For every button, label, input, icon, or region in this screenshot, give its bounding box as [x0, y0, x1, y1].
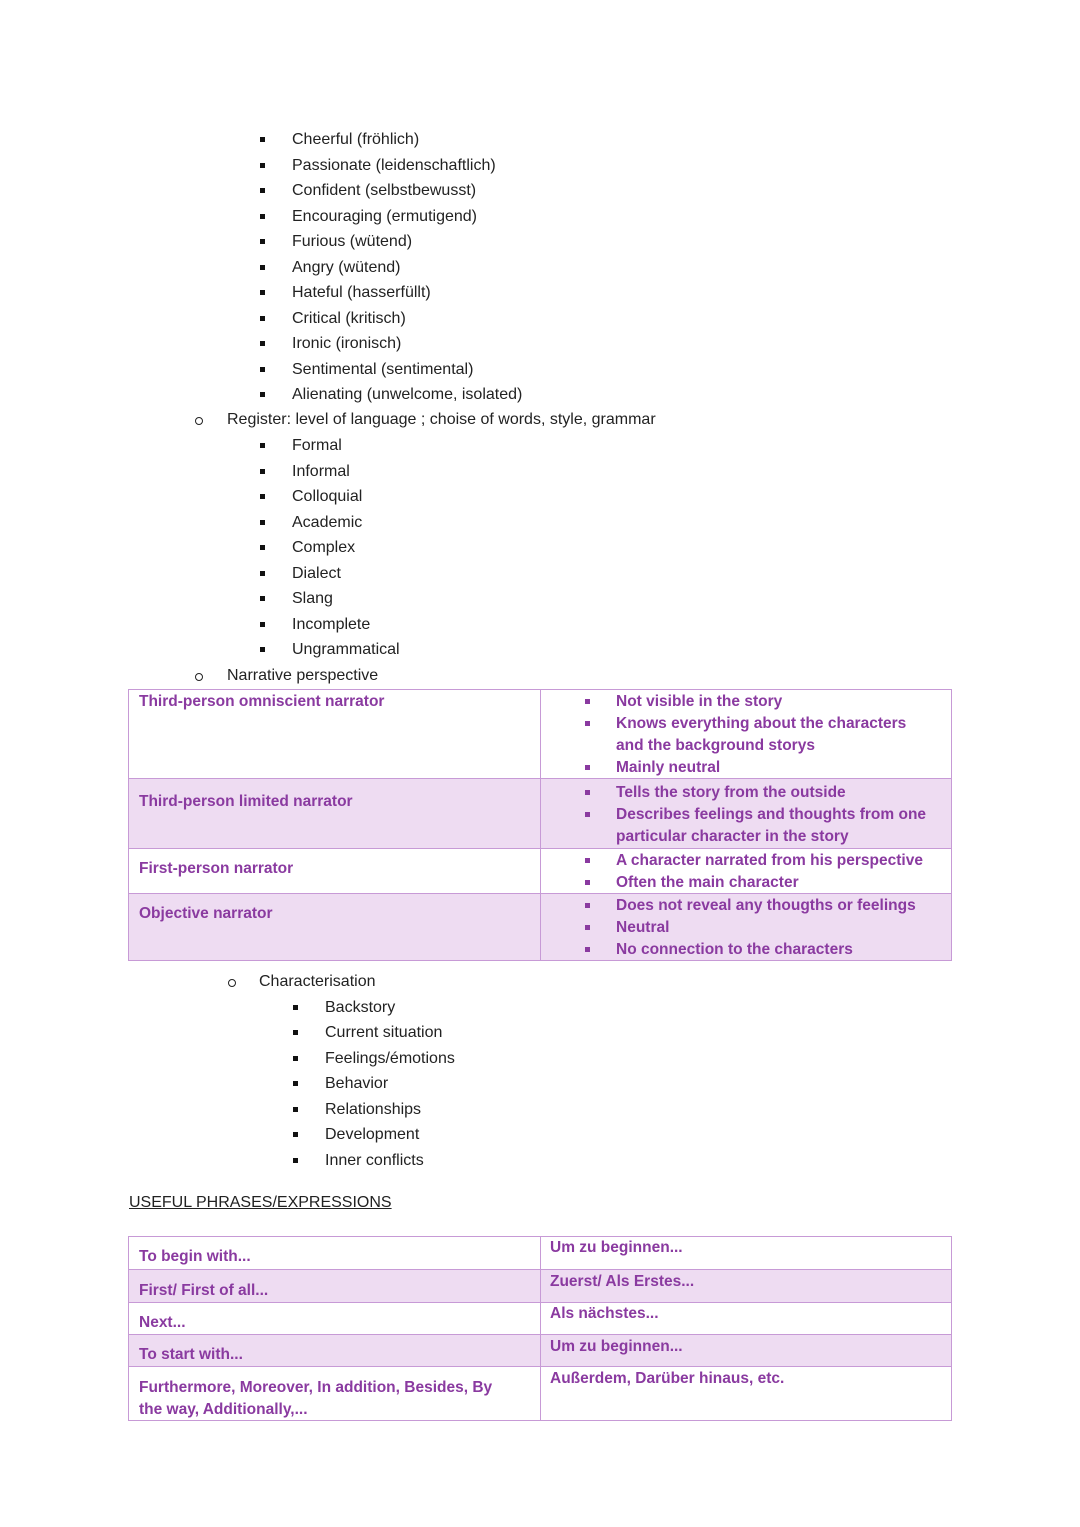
list-item: Incomplete: [292, 616, 371, 633]
narrator-point: and the background storys: [616, 737, 815, 754]
bullet-square-icon: [260, 265, 265, 270]
table-cell: [540, 1302, 952, 1335]
bullet-square-icon: [293, 1030, 298, 1035]
phrase-en: Furthermore, Moreover, In addition, Besides, By: [139, 1379, 493, 1396]
narrator-point: Often the main character: [616, 874, 799, 891]
bullet-square-icon: [260, 545, 265, 550]
narrator-point: Tells the story from the outside: [616, 784, 846, 801]
bullet-square-icon: [585, 765, 590, 770]
list-item: Feelings/émotions: [325, 1050, 455, 1067]
list-item: Angry (wütend): [292, 259, 401, 276]
bullet-square-icon: [260, 647, 265, 652]
phrase-en: To start with...: [139, 1346, 243, 1363]
narrator-term: Third-person omniscient narrator: [139, 693, 385, 710]
bullet-square-icon: [585, 699, 590, 704]
list-item: Passionate (leidenschaftlich): [292, 157, 496, 174]
bullet-square-icon: [293, 1132, 298, 1137]
bullet-square-icon: [585, 812, 590, 817]
narrator-point: A character narrated from his perspective: [616, 852, 923, 869]
list-item: Hateful (hasserfüllt): [292, 284, 431, 301]
list-item: Cheerful (fröhlich): [292, 131, 420, 148]
list-item: Slang: [292, 590, 333, 607]
table-cell: [540, 1269, 952, 1303]
list-item: Encouraging (ermutigend): [292, 208, 477, 225]
table-cell: [128, 1236, 541, 1270]
narrator-point: Neutral: [616, 919, 670, 936]
bullet-square-icon: [260, 137, 265, 142]
list-item: Backstory: [325, 999, 396, 1016]
list-item: Current situation: [325, 1024, 443, 1041]
list-item: Complex: [292, 539, 356, 556]
bullet-square-icon: [260, 469, 265, 474]
bullet-circle-icon: [228, 979, 236, 987]
narrator-point: Mainly neutral: [616, 759, 721, 776]
bullet-square-icon: [260, 571, 265, 576]
bullet-square-icon: [260, 239, 265, 244]
narrator-point: Does not reveal any thougths or feelings: [616, 897, 916, 914]
narrator-point: No connection to the characters: [616, 941, 853, 958]
phrase-de: Als nächstes...: [550, 1305, 659, 1322]
bullet-square-icon: [585, 903, 590, 908]
list-item: Alienating (unwelcome, isolated): [292, 386, 523, 403]
bullet-square-icon: [585, 721, 590, 726]
bullet-square-icon: [585, 790, 590, 795]
bullet-square-icon: [585, 925, 590, 930]
table-cell: [128, 689, 541, 779]
phrase-en: First/ First of all...: [139, 1282, 269, 1299]
bullet-square-icon: [293, 1081, 298, 1086]
table-cell: [540, 1236, 952, 1270]
table-cell: [540, 689, 952, 779]
bullet-square-icon: [260, 494, 265, 499]
table-cell: [540, 1366, 952, 1421]
list-item: Informal: [292, 463, 350, 480]
bullet-square-icon: [293, 1056, 298, 1061]
narrator-point: Knows everything about the characters: [616, 715, 907, 732]
list-item: Development: [325, 1126, 420, 1143]
table-cell: [128, 778, 541, 849]
list-item: Sentimental (sentimental): [292, 361, 474, 378]
bullet-circle-icon: [195, 673, 203, 681]
narrator-term: Third-person limited narrator: [139, 793, 353, 810]
list-item: Critical (kritisch): [292, 310, 406, 327]
narrator-term: Objective narrator: [139, 905, 273, 922]
bullet-square-icon: [260, 316, 265, 321]
narrator-point: Describes feelings and thoughts from one: [616, 806, 927, 823]
bullet-square-icon: [260, 163, 265, 168]
bullet-square-icon: [585, 947, 590, 952]
bullet-square-icon: [293, 1158, 298, 1163]
table-cell: [128, 1334, 541, 1367]
table-cell: [128, 893, 541, 961]
narrator-term: First-person narrator: [139, 860, 294, 877]
table-cell: [128, 1302, 541, 1335]
table-cell: [128, 1366, 541, 1421]
bullet-square-icon: [260, 290, 265, 295]
phrase-en: Next...: [139, 1314, 186, 1331]
phrase-de: Um zu beginnen...: [550, 1338, 683, 1355]
table-cell: [540, 1334, 952, 1367]
bullet-square-icon: [585, 880, 590, 885]
table-cell: [540, 893, 952, 961]
bullet-square-icon: [260, 341, 265, 346]
list-item: Ironic (ironisch): [292, 335, 402, 352]
narrator-point: Not visible in the story: [616, 693, 783, 710]
table-cell: [540, 848, 952, 894]
list-item: Relationships: [325, 1101, 422, 1118]
narrative-heading: Narrative perspective: [227, 667, 379, 684]
phrase-de: Um zu beginnen...: [550, 1239, 683, 1256]
bullet-square-icon: [585, 858, 590, 863]
register-heading: Register: level of language ; choise of words, style, grammar: [227, 411, 656, 428]
bullet-square-icon: [260, 214, 265, 219]
phrase-en: the way, Additionally,...: [139, 1401, 308, 1418]
bullet-square-icon: [293, 1107, 298, 1112]
phrase-de: Außerdem, Darüber hinaus, etc.: [550, 1370, 785, 1387]
bullet-square-icon: [260, 392, 265, 397]
bullet-square-icon: [260, 188, 265, 193]
phrase-de: Zuerst/ Als Erstes...: [550, 1273, 695, 1290]
bullet-square-icon: [260, 520, 265, 525]
list-item: Academic: [292, 514, 363, 531]
phrases-heading: USEFUL PHRASES/EXPRESSIONS: [129, 1194, 392, 1211]
list-item: Colloquial: [292, 488, 363, 505]
bullet-square-icon: [260, 622, 265, 627]
bullet-square-icon: [260, 596, 265, 601]
table-cell: [540, 778, 952, 849]
list-item: Dialect: [292, 565, 341, 582]
list-item: Furious (wütend): [292, 233, 413, 250]
bullet-square-icon: [260, 443, 265, 448]
list-item: Formal: [292, 437, 342, 454]
bullet-square-icon: [293, 1005, 298, 1010]
bullet-circle-icon: [195, 417, 203, 425]
narrator-point: particular character in the story: [616, 828, 849, 845]
characterisation-heading: Characterisation: [259, 973, 376, 990]
list-item: Behavior: [325, 1075, 389, 1092]
table-cell: [128, 1269, 541, 1303]
list-item: Ungrammatical: [292, 641, 400, 658]
list-item: Inner conflicts: [325, 1152, 424, 1169]
list-item: Confident (selbstbewusst): [292, 182, 477, 199]
table-cell: [128, 848, 541, 894]
bullet-square-icon: [260, 367, 265, 372]
phrase-en: To begin with...: [139, 1248, 251, 1265]
